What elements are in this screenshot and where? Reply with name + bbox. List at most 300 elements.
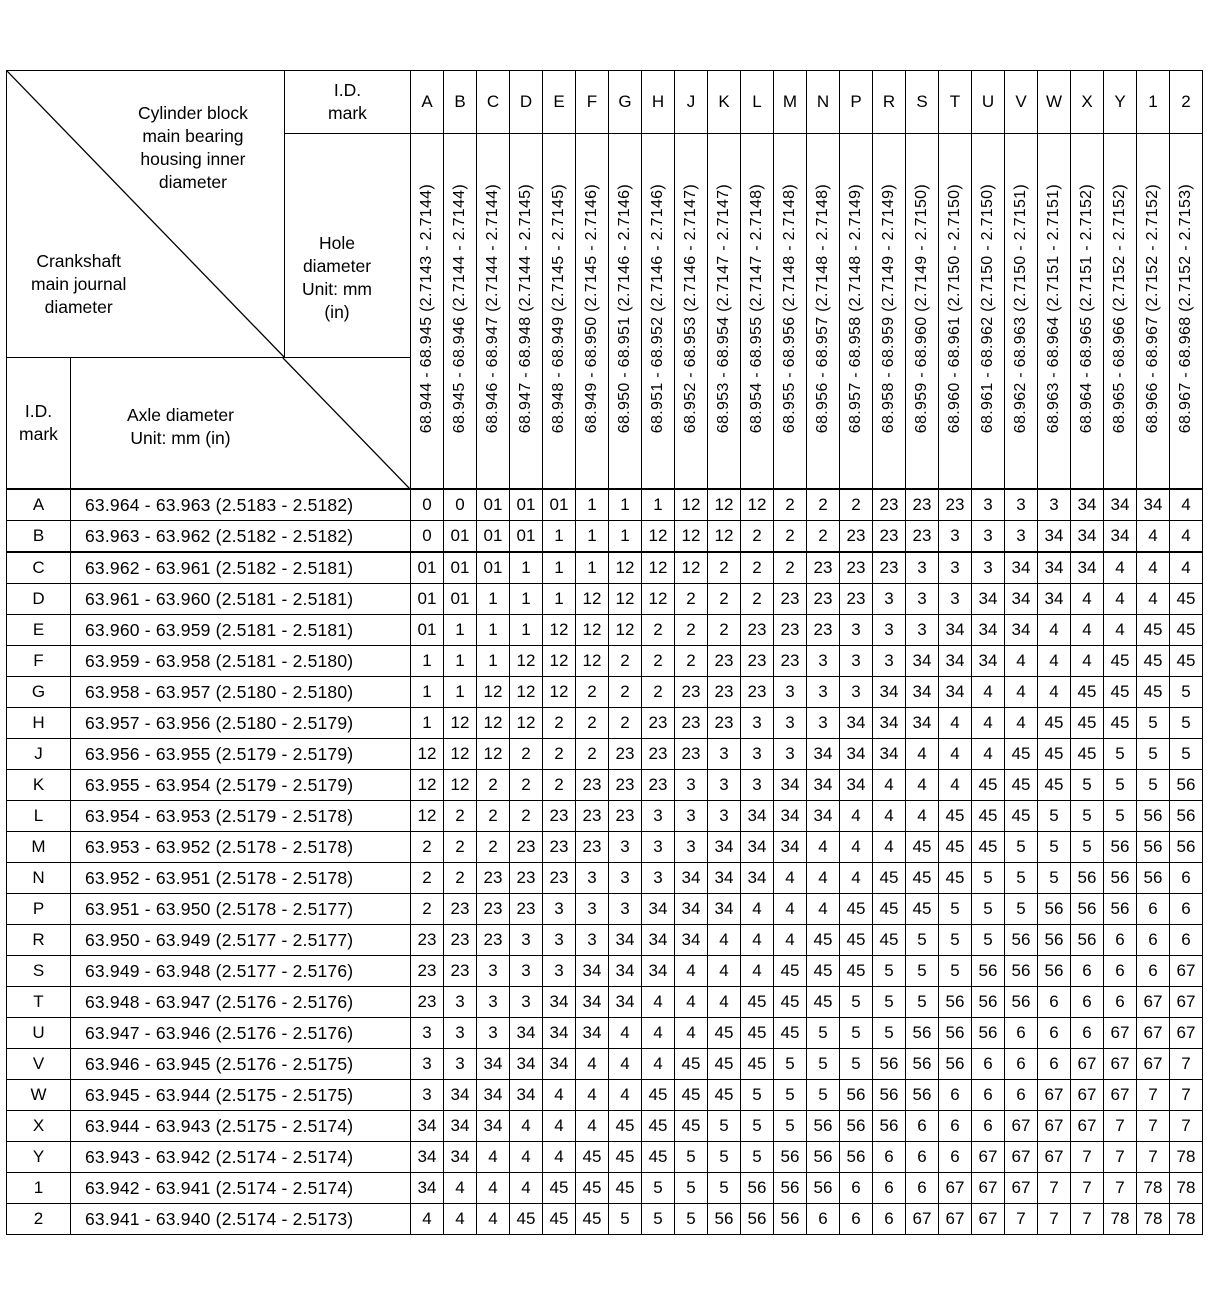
- grade-cell: 2: [543, 770, 576, 801]
- grade-cell: 34: [642, 956, 675, 987]
- grade-cell: 56: [840, 1142, 873, 1173]
- grade-cell: 34: [741, 832, 774, 863]
- row-axle-diameter: 63.954 - 63.953 (2.5179 - 2.5178): [71, 801, 411, 832]
- grade-cell: 5: [708, 1173, 741, 1204]
- grade-cell: 4: [972, 677, 1005, 708]
- grade-cell: 56: [1137, 863, 1170, 894]
- grade-cell: 67: [1038, 1080, 1071, 1111]
- row-axle-diameter: 63.962 - 63.961 (2.5182 - 2.5181): [71, 552, 411, 584]
- grade-cell: 3: [906, 615, 939, 646]
- grade-cell: 56: [1104, 894, 1137, 925]
- row-mark: K: [7, 770, 71, 801]
- grade-cell: 34: [543, 1018, 576, 1049]
- grade-cell: 2: [411, 863, 444, 894]
- grade-cell: 7: [1170, 1111, 1203, 1142]
- column-range-T: [939, 134, 972, 490]
- grade-cell: 34: [510, 1080, 543, 1111]
- table-row: [7, 1173, 1203, 1204]
- grade-cell: 12: [675, 489, 708, 521]
- grade-cell: 34: [675, 925, 708, 956]
- grade-cell: 3: [906, 552, 939, 584]
- grade-cell: 1: [609, 489, 642, 521]
- row-mark: E: [7, 615, 71, 646]
- row-mark: L: [7, 801, 71, 832]
- grade-cell: 4: [873, 770, 906, 801]
- grade-cell: 23: [774, 646, 807, 677]
- grade-cell: 7: [1038, 1204, 1071, 1235]
- grade-cell: 4: [840, 832, 873, 863]
- grade-cell: 23: [741, 677, 774, 708]
- grade-cell: 5: [906, 925, 939, 956]
- grade-cell: 23: [576, 801, 609, 832]
- grade-cell: 1: [477, 584, 510, 615]
- grade-cell: 23: [807, 584, 840, 615]
- grade-cell: 3: [774, 739, 807, 770]
- grade-cell: 23: [609, 739, 642, 770]
- grade-cell: 3: [444, 1018, 477, 1049]
- id-mark-label-left: I.D. mark: [7, 358, 71, 490]
- grade-cell: 67: [972, 1173, 1005, 1204]
- grade-cell: 5: [972, 894, 1005, 925]
- grade-cell: 34: [576, 1018, 609, 1049]
- grade-cell: 12: [675, 552, 708, 584]
- grade-cell: 6: [1170, 863, 1203, 894]
- grade-cell: 01: [510, 489, 543, 521]
- grade-cell: 2: [642, 646, 675, 677]
- grade-cell: 23: [906, 489, 939, 521]
- column-range-H: [642, 134, 675, 490]
- grade-cell: 3: [675, 770, 708, 801]
- grade-cell: 34: [1005, 615, 1038, 646]
- grade-cell: 34: [807, 739, 840, 770]
- grade-cell: 2: [543, 708, 576, 739]
- grade-cell: 5: [1071, 801, 1104, 832]
- grade-cell: 34: [774, 832, 807, 863]
- corner-header: [7, 71, 285, 358]
- grade-cell: 1: [444, 615, 477, 646]
- grade-cell: 7: [1170, 1049, 1203, 1080]
- grade-cell: 01: [543, 489, 576, 521]
- grade-cell: 12: [411, 801, 444, 832]
- grade-cell: 4: [873, 832, 906, 863]
- grade-cell: 4: [1137, 521, 1170, 553]
- row-mark: C: [7, 552, 71, 584]
- grade-cell: 4: [642, 1049, 675, 1080]
- column-range-E: [543, 134, 576, 490]
- grade-cell: 56: [1071, 863, 1104, 894]
- grade-cell: 5: [873, 1018, 906, 1049]
- grade-cell: 4: [576, 1111, 609, 1142]
- column-range-L: [741, 134, 774, 490]
- grade-cell: 5: [741, 1080, 774, 1111]
- column-range-W: [1038, 134, 1071, 490]
- grade-cell: 67: [1137, 987, 1170, 1018]
- column-range-U: [972, 134, 1005, 490]
- grade-cell: 34: [1005, 552, 1038, 584]
- grade-cell: 7: [1071, 1173, 1104, 1204]
- grade-cell: 4: [939, 739, 972, 770]
- column-range-J: [675, 134, 708, 490]
- grade-cell: 34: [510, 1018, 543, 1049]
- grade-cell: 3: [576, 863, 609, 894]
- grade-cell: 45: [675, 1111, 708, 1142]
- grade-cell: 2: [840, 489, 873, 521]
- grade-cell: 56: [1071, 894, 1104, 925]
- grade-cell: 34: [642, 925, 675, 956]
- grade-cell: 12: [444, 739, 477, 770]
- grade-cell: 3: [1005, 489, 1038, 521]
- grade-cell: 34: [741, 863, 774, 894]
- table-row: [7, 646, 1203, 677]
- grade-cell: 5: [1170, 739, 1203, 770]
- bearing-selection-table: [6, 70, 1203, 1235]
- grade-cell: 3: [708, 739, 741, 770]
- column-mark-E: E: [543, 71, 576, 134]
- column-range-M: [774, 134, 807, 490]
- grade-cell: 6: [807, 1204, 840, 1235]
- grade-cell: 34: [774, 801, 807, 832]
- grade-cell: 5: [1104, 739, 1137, 770]
- grade-cell: 3: [873, 615, 906, 646]
- grade-cell: 34: [477, 1111, 510, 1142]
- grade-cell: 56: [906, 1080, 939, 1111]
- column-mark-R: R: [873, 71, 906, 134]
- grade-cell: 56: [939, 1018, 972, 1049]
- grade-cell: 12: [642, 552, 675, 584]
- grade-cell: 5: [774, 1111, 807, 1142]
- grade-cell: 4: [675, 956, 708, 987]
- grade-cell: 2: [576, 739, 609, 770]
- axle-diameter-cell: [71, 358, 411, 490]
- column-mark-P: P: [840, 71, 873, 134]
- grade-cell: 3: [741, 708, 774, 739]
- grade-cell: 45: [1137, 677, 1170, 708]
- column-mark-J: J: [675, 71, 708, 134]
- grade-cell: 34: [411, 1173, 444, 1204]
- grade-cell: 2: [675, 646, 708, 677]
- axle-diameter-label: Axle diameter Unit: mm (in): [127, 405, 234, 448]
- grade-cell: 1: [543, 584, 576, 615]
- grade-cell: 3: [675, 832, 708, 863]
- grade-cell: 01: [444, 521, 477, 553]
- grade-cell: 2: [576, 708, 609, 739]
- grade-cell: 6: [939, 1142, 972, 1173]
- grade-cell: 3: [807, 708, 840, 739]
- grade-cell: 4: [1170, 521, 1203, 553]
- grade-cell: 1: [576, 489, 609, 521]
- grade-cell: 56: [774, 1142, 807, 1173]
- grade-cell: 34: [1071, 489, 1104, 521]
- grade-cell: 45: [1071, 708, 1104, 739]
- column-range-text: 68.957 - 68.958 (2.7148 - 2.7149): [847, 183, 864, 434]
- grade-cell: 56: [774, 1204, 807, 1235]
- grade-cell: 6: [1170, 925, 1203, 956]
- grade-cell: 67: [906, 1204, 939, 1235]
- column-range-V: [1005, 134, 1038, 490]
- grade-cell: 6: [1104, 925, 1137, 956]
- table-row: [7, 521, 1203, 553]
- grade-cell: 12: [477, 708, 510, 739]
- column-range-A: [411, 134, 444, 490]
- row-mark: J: [7, 739, 71, 770]
- row-mark: R: [7, 925, 71, 956]
- row-mark: Y: [7, 1142, 71, 1173]
- grade-cell: 34: [576, 987, 609, 1018]
- grade-cell: 6: [939, 1111, 972, 1142]
- grade-cell: 34: [543, 1049, 576, 1080]
- grade-cell: 4: [510, 1173, 543, 1204]
- grade-cell: 1: [576, 552, 609, 584]
- grade-cell: 23: [444, 894, 477, 925]
- grade-cell: 34: [576, 956, 609, 987]
- grade-cell: 6: [1104, 987, 1137, 1018]
- grade-cell: 56: [1071, 925, 1104, 956]
- grade-cell: 23: [840, 584, 873, 615]
- grade-cell: 4: [1104, 552, 1137, 584]
- grade-cell: 34: [444, 1142, 477, 1173]
- column-range-text: 68.959 - 68.960 (2.7149 - 2.7150): [913, 183, 930, 434]
- grade-cell: 23: [807, 552, 840, 584]
- axle-diagonal: [71, 358, 411, 489]
- grade-cell: 23: [444, 956, 477, 987]
- grade-cell: 01: [477, 552, 510, 584]
- row-mark: M: [7, 832, 71, 863]
- grade-cell: 23: [543, 801, 576, 832]
- grade-cell: 2: [477, 801, 510, 832]
- grade-cell: 1: [642, 489, 675, 521]
- row-axle-diameter: 63.942 - 63.941 (2.5174 - 2.5174): [71, 1173, 411, 1204]
- grade-cell: 5: [840, 1018, 873, 1049]
- grade-cell: 67: [972, 1204, 1005, 1235]
- grade-cell: 67: [1005, 1111, 1038, 1142]
- grade-cell: 3: [543, 956, 576, 987]
- column-mark-V: V: [1005, 71, 1038, 134]
- column-mark-M: M: [774, 71, 807, 134]
- row-mark: X: [7, 1111, 71, 1142]
- grade-cell: 1: [411, 677, 444, 708]
- column-mark-D: D: [510, 71, 543, 134]
- grade-cell: 45: [741, 1049, 774, 1080]
- row-axle-diameter: 63.959 - 63.958 (2.5181 - 2.5180): [71, 646, 411, 677]
- grade-cell: 3: [939, 584, 972, 615]
- grade-cell: 45: [906, 894, 939, 925]
- grade-cell: 23: [774, 615, 807, 646]
- grade-cell: 34: [840, 770, 873, 801]
- grade-cell: 01: [411, 615, 444, 646]
- grade-cell: 67: [1137, 1049, 1170, 1080]
- grade-cell: 67: [1170, 1018, 1203, 1049]
- grade-cell: 5: [939, 925, 972, 956]
- hole-diameter-label: Hole diameter Unit: mm (in): [302, 233, 372, 322]
- grade-cell: 34: [1038, 521, 1071, 553]
- grade-cell: 45: [609, 1111, 642, 1142]
- grade-cell: 4: [576, 1080, 609, 1111]
- grade-cell: 12: [642, 584, 675, 615]
- grade-cell: 5: [840, 987, 873, 1018]
- grade-cell: 2: [477, 832, 510, 863]
- grade-cell: 5: [642, 1173, 675, 1204]
- grade-cell: 56: [873, 1049, 906, 1080]
- column-mark-K: K: [708, 71, 741, 134]
- column-range-text: 68.953 - 68.954 (2.7147 - 2.7147): [715, 183, 732, 434]
- grade-cell: 5: [774, 1049, 807, 1080]
- grade-cell: 56: [1137, 832, 1170, 863]
- grade-cell: 4: [642, 1018, 675, 1049]
- grade-cell: 5: [807, 1049, 840, 1080]
- grade-cell: 45: [708, 1018, 741, 1049]
- column-mark-B: B: [444, 71, 477, 134]
- grade-cell: 5: [1071, 832, 1104, 863]
- grade-cell: 67: [1104, 1080, 1137, 1111]
- column-range-text: 68.948 - 68.949 (2.7145 - 2.7145): [550, 183, 567, 434]
- grade-cell: 6: [1005, 1018, 1038, 1049]
- grade-cell: 34: [741, 801, 774, 832]
- grade-cell: 3: [939, 521, 972, 553]
- grade-cell: 23: [609, 801, 642, 832]
- column-range-text: 68.958 - 68.959 (2.7149 - 2.7149): [880, 183, 897, 434]
- grade-cell: 45: [510, 1204, 543, 1235]
- column-range-text: 68.965 - 68.966 (2.7152 - 2.7152): [1111, 183, 1128, 434]
- grade-cell: 3: [609, 863, 642, 894]
- grade-cell: 3: [774, 708, 807, 739]
- grade-cell: 45: [1104, 708, 1137, 739]
- grade-cell: 3: [972, 521, 1005, 553]
- grade-cell: 01: [411, 584, 444, 615]
- hole-diameter-cell: [285, 134, 411, 358]
- grade-cell: 2: [642, 615, 675, 646]
- grade-cell: 4: [1071, 615, 1104, 646]
- grade-cell: 4: [807, 832, 840, 863]
- column-range-text: 68.960 - 68.961 (2.7150 - 2.7150): [946, 183, 963, 434]
- bearing-selection-table-wrapper: [6, 70, 1203, 1235]
- grade-cell: 45: [642, 1111, 675, 1142]
- grade-cell: 23: [411, 956, 444, 987]
- column-mark-2: 2: [1170, 71, 1203, 134]
- grade-cell: 3: [873, 584, 906, 615]
- grade-cell: 23: [906, 521, 939, 553]
- grade-cell: 1: [444, 677, 477, 708]
- row-axle-diameter: 63.957 - 63.956 (2.5180 - 2.5179): [71, 708, 411, 739]
- grade-cell: 4: [1071, 584, 1104, 615]
- grade-cell: 56: [1038, 956, 1071, 987]
- row-mark: W: [7, 1080, 71, 1111]
- grade-cell: 23: [741, 646, 774, 677]
- grade-cell: 45: [576, 1204, 609, 1235]
- grade-cell: 56: [708, 1204, 741, 1235]
- grade-cell: 1: [510, 552, 543, 584]
- grade-cell: 34: [1104, 521, 1137, 553]
- grade-cell: 34: [1071, 521, 1104, 553]
- grade-cell: 4: [708, 987, 741, 1018]
- grade-cell: 2: [708, 552, 741, 584]
- grade-cell: 7: [1071, 1142, 1104, 1173]
- grade-cell: 12: [411, 770, 444, 801]
- grade-cell: 3: [477, 987, 510, 1018]
- grade-cell: 4: [1005, 708, 1038, 739]
- grade-cell: 56: [1038, 925, 1071, 956]
- grade-cell: 45: [972, 832, 1005, 863]
- grade-cell: 4: [609, 1018, 642, 1049]
- row-mark: U: [7, 1018, 71, 1049]
- grade-cell: 0: [411, 489, 444, 521]
- grade-cell: 3: [939, 552, 972, 584]
- grade-cell: 4: [543, 1111, 576, 1142]
- grade-cell: 4: [939, 770, 972, 801]
- grade-cell: 23: [840, 552, 873, 584]
- grade-cell: 67: [1071, 1080, 1104, 1111]
- grade-cell: 4: [444, 1204, 477, 1235]
- grade-cell: 23: [642, 708, 675, 739]
- grade-cell: 5: [1038, 863, 1071, 894]
- grade-cell: 56: [1005, 925, 1038, 956]
- grade-cell: 7: [1005, 1204, 1038, 1235]
- column-mark-A: A: [411, 71, 444, 134]
- grade-cell: 4: [1005, 646, 1038, 677]
- grade-cell: 6: [906, 1111, 939, 1142]
- grade-cell: 3: [609, 832, 642, 863]
- grade-cell: 4: [873, 801, 906, 832]
- grade-cell: 4: [741, 956, 774, 987]
- column-mark-X: X: [1071, 71, 1104, 134]
- table-row: [7, 1049, 1203, 1080]
- column-range-K: [708, 134, 741, 490]
- grade-cell: 56: [807, 1173, 840, 1204]
- grade-cell: 12: [576, 584, 609, 615]
- grade-cell: 6: [1104, 956, 1137, 987]
- column-range-text: 68.954 - 68.955 (2.7147 - 2.7148): [748, 183, 765, 434]
- grade-cell: 4: [1170, 489, 1203, 521]
- grade-cell: 45: [840, 894, 873, 925]
- grade-cell: 45: [1137, 646, 1170, 677]
- grade-cell: 4: [477, 1173, 510, 1204]
- grade-cell: 4: [675, 1018, 708, 1049]
- row-mark: 1: [7, 1173, 71, 1204]
- grade-cell: 1: [543, 552, 576, 584]
- grade-cell: 6: [1005, 1080, 1038, 1111]
- table-row: [7, 925, 1203, 956]
- column-mark-L: L: [741, 71, 774, 134]
- grade-cell: 2: [510, 739, 543, 770]
- grade-cell: 34: [939, 615, 972, 646]
- table-row: [7, 584, 1203, 615]
- grade-cell: 45: [675, 1080, 708, 1111]
- row-mark: A: [7, 489, 71, 521]
- grade-cell: 45: [873, 863, 906, 894]
- grade-cell: 4: [906, 770, 939, 801]
- grade-cell: 2: [642, 677, 675, 708]
- grade-cell: 3: [642, 801, 675, 832]
- grade-cell: 2: [807, 521, 840, 553]
- grade-cell: 12: [642, 521, 675, 553]
- table-row: [7, 863, 1203, 894]
- grade-cell: 2: [708, 584, 741, 615]
- grade-cell: 45: [741, 1018, 774, 1049]
- column-range-text: 68.967 - 68.968 (2.7152 - 2.7153): [1177, 183, 1194, 434]
- grade-cell: 23: [840, 521, 873, 553]
- row-axle-diameter: 63.945 - 63.944 (2.5175 - 2.5175): [71, 1080, 411, 1111]
- grade-cell: 4: [1137, 584, 1170, 615]
- grade-cell: 7: [1104, 1173, 1137, 1204]
- grade-cell: 4: [477, 1204, 510, 1235]
- grade-cell: 5: [741, 1111, 774, 1142]
- grade-cell: 45: [807, 925, 840, 956]
- grade-cell: 45: [873, 894, 906, 925]
- grade-cell: 4: [807, 863, 840, 894]
- grade-cell: 5: [1104, 770, 1137, 801]
- grade-cell: 45: [609, 1173, 642, 1204]
- grade-cell: 3: [906, 584, 939, 615]
- table-row: [7, 739, 1203, 770]
